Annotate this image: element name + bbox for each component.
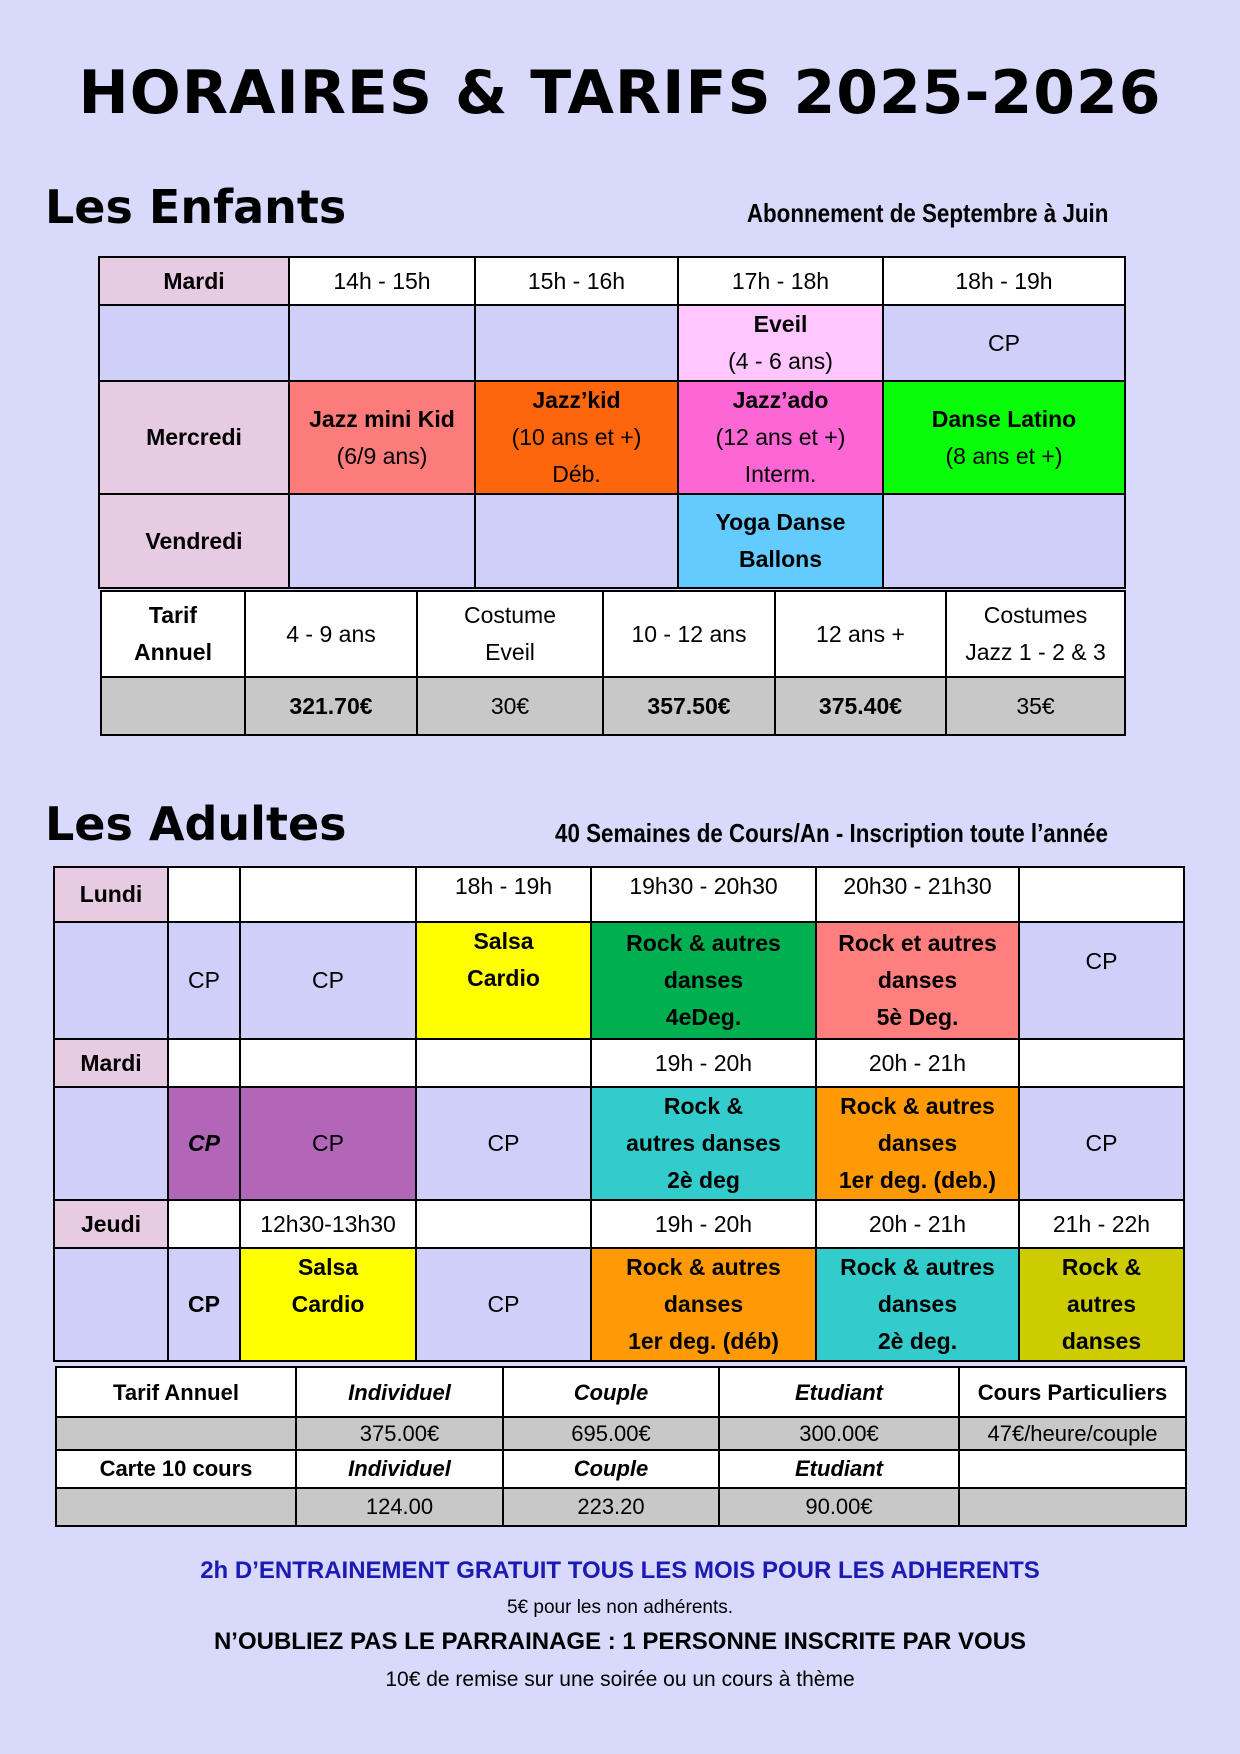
label-line: Tarif	[148, 602, 198, 628]
course-name: Jazz’ado	[732, 387, 829, 413]
carte-header-individuel: Individuel	[296, 1450, 503, 1488]
course-rock-1er-deg	[591, 1248, 816, 1361]
table-row	[101, 591, 1125, 677]
course-name: danses	[663, 967, 744, 993]
table-row	[99, 257, 1125, 305]
course-name: autres	[1066, 1291, 1137, 1317]
empty-cell	[240, 1039, 416, 1087]
course-level: 1er deg. (deb.)	[838, 1167, 997, 1193]
course-eveil	[678, 305, 883, 381]
course-jazz-kid	[475, 381, 678, 494]
course-name: Danse Latino	[931, 405, 1077, 432]
course-name: danses	[663, 1291, 744, 1317]
time-slot: 20h - 21h	[816, 1200, 1019, 1248]
course-cp: CP	[1019, 922, 1184, 1039]
empty-cell	[475, 494, 678, 588]
time-slot: 18h - 19h	[883, 257, 1125, 305]
day-mercredi: Mercredi	[99, 381, 289, 494]
table-row	[56, 1450, 1186, 1488]
tarif-annuel-label	[101, 591, 245, 677]
table-row	[54, 1248, 1184, 1361]
course-age: (4 - 6 ans)	[728, 348, 833, 374]
label-line: Costumes	[983, 602, 1088, 628]
course-name: Salsa	[473, 928, 534, 954]
course-name: Rock & autres	[626, 1254, 781, 1280]
course-salsa-cardio	[416, 922, 591, 1039]
course-cp: CP	[883, 305, 1125, 381]
time-slot: 17h - 18h	[678, 257, 883, 305]
time-slot: 21h - 22h	[1019, 1200, 1184, 1248]
course-level: 2è deg.	[877, 1328, 958, 1354]
tarif-header-particuliers: Cours Particuliers	[959, 1367, 1186, 1417]
enfants-heading: Les Enfants	[45, 180, 347, 234]
label-line: Annuel	[134, 639, 212, 665]
table-row	[56, 1417, 1186, 1450]
empty-cell	[101, 677, 245, 735]
day-mardi: Mardi	[99, 257, 289, 305]
tarif-header-10-12: 10 - 12 ans	[603, 591, 775, 677]
table-row	[54, 922, 1184, 1039]
course-name: Jazz mini Kid	[309, 405, 455, 432]
empty-cell	[99, 305, 289, 381]
tarif-header-etudiant: Etudiant	[719, 1367, 959, 1417]
course-name: Rock & autres	[626, 930, 781, 956]
course-name: Eveil	[753, 311, 808, 337]
course-yoga-danse-ballons	[678, 494, 883, 588]
enfants-tarif-table	[100, 590, 1126, 736]
table-row	[54, 1200, 1184, 1248]
time-slot: 20h - 21h	[816, 1039, 1019, 1087]
day-mardi: Mardi	[54, 1039, 168, 1087]
course-age: (8 ans et +)	[945, 442, 1063, 469]
course-jazz-ado	[678, 381, 883, 494]
enfants-subtitle: Abonnement de Septembre à Juin	[746, 198, 1108, 228]
course-name: Cardio	[291, 1291, 365, 1317]
empty-cell	[475, 305, 678, 381]
empty-cell	[1019, 1039, 1184, 1087]
time-slot: 19h - 20h	[591, 1200, 816, 1248]
tarif-header-costume-eveil	[417, 591, 603, 677]
course-age: (10 ans et +)	[511, 424, 642, 450]
course-name: autres danses	[626, 1130, 781, 1156]
course-level: Interm.	[744, 461, 817, 487]
price-particuliers: 47€/heure/couple	[959, 1417, 1186, 1450]
course-age: (12 ans et +)	[715, 424, 846, 450]
empty-cell	[168, 1200, 240, 1248]
course-name: Jazz’kid	[532, 387, 621, 413]
empty-cell	[883, 494, 1125, 588]
empty-cell	[54, 922, 168, 1039]
course-name: Salsa	[297, 1254, 359, 1280]
course-name: Rock & autres	[840, 1254, 995, 1280]
table-row	[56, 1488, 1186, 1526]
course-cp: CP	[240, 922, 416, 1039]
empty-cell	[416, 1200, 591, 1248]
adultes-schedule-table	[53, 866, 1185, 1362]
course-level: 2è deg	[667, 1167, 740, 1193]
course-name: danses	[1061, 1328, 1142, 1354]
course-name: Rock &	[1061, 1254, 1142, 1280]
footer-parrainage-notice: N’OUBLIEZ PAS LE PARRAINAGE : 1 PERSONNE INSCRITE PAR VOUS	[213, 1628, 1027, 1655]
price-costumes-jazz: 35€	[946, 677, 1125, 735]
table-row	[99, 305, 1125, 381]
carte-10-label: Carte 10 cours	[56, 1450, 296, 1488]
price-etudiant: 300.00€	[719, 1417, 959, 1450]
course-name: Rock & autres	[840, 1093, 995, 1119]
empty-cell	[289, 305, 475, 381]
empty-cell	[54, 1248, 168, 1361]
footer-remise: 10€ de remise sur une soirée ou un cours à thème	[385, 1668, 855, 1691]
tarif-header-costumes-jazz	[946, 591, 1125, 677]
course-name: Yoga Danse	[715, 509, 846, 535]
enfants-schedule-table	[98, 256, 1126, 589]
course-danse-latino	[883, 381, 1125, 494]
table-row	[54, 867, 1184, 922]
carte-price-couple: 223.20	[503, 1488, 719, 1526]
time-slot: 15h - 16h	[475, 257, 678, 305]
price-couple: 695.00€	[503, 1417, 719, 1450]
page-title: HORAIRES & TARIFS 2025-2026	[78, 58, 1162, 128]
empty-cell	[54, 1087, 168, 1200]
course-jazz-mini-kid	[289, 381, 475, 494]
empty-cell	[56, 1417, 296, 1450]
carte-price-etudiant: 90.00€	[719, 1488, 959, 1526]
time-slot: 12h30-13h30	[240, 1200, 416, 1248]
tarif-header-4-9: 4 - 9 ans	[245, 591, 417, 677]
day-vendredi: Vendredi	[99, 494, 289, 588]
course-name: Cardio	[467, 965, 540, 991]
course-cp: CP	[240, 1087, 416, 1200]
price-costume-eveil: 30€	[417, 677, 603, 735]
adultes-heading: Les Adultes	[45, 797, 347, 851]
empty-cell	[959, 1488, 1186, 1526]
day-jeudi: Jeudi	[54, 1200, 168, 1248]
price-4-9: 321.70€	[245, 677, 417, 735]
course-age: (6/9 ans)	[336, 442, 428, 469]
course-rock-4e-deg	[591, 922, 816, 1039]
day-lundi: Lundi	[54, 867, 168, 922]
empty-cell	[289, 494, 475, 588]
course-name: danses	[877, 1291, 958, 1317]
course-name: danses	[877, 1130, 958, 1156]
course-cp: CP	[168, 1087, 240, 1200]
adultes-tarif-table	[55, 1366, 1187, 1527]
table-row	[99, 381, 1125, 494]
tarif-header-couple: Couple	[503, 1367, 719, 1417]
footer-entrainement-notice: 2h D’ENTRAINEMENT GRATUIT TOUS LES MOIS POUR LES ADHERENTS	[200, 1557, 1040, 1584]
course-name: Ballons	[738, 546, 823, 572]
time-slot: 19h - 20h	[591, 1039, 816, 1087]
course-cp: CP	[168, 1248, 240, 1361]
course-name: Rock &	[663, 1093, 744, 1119]
time-slot: 20h30 - 21h30	[816, 867, 1019, 922]
empty-cell	[56, 1488, 296, 1526]
adultes-subtitle: 40 Semaines de Cours/An - Inscription toute l’année	[555, 818, 1108, 848]
carte-header-couple: Couple	[503, 1450, 719, 1488]
empty-cell	[240, 867, 416, 922]
time-slot: 19h30 - 20h30	[591, 867, 816, 922]
empty-cell	[168, 1039, 240, 1087]
label-line: Jazz 1 - 2 & 3	[965, 639, 1106, 665]
tarif-annuel-label: Tarif Annuel	[56, 1367, 296, 1417]
label-line: Costume	[463, 602, 557, 628]
time-slot: 14h - 15h	[289, 257, 475, 305]
empty-cell	[1019, 867, 1184, 922]
course-level: Déb.	[552, 461, 601, 487]
course-cp: CP	[416, 1248, 591, 1361]
label-line: Eveil	[485, 639, 535, 665]
empty-cell	[959, 1450, 1186, 1488]
carte-header-etudiant: Etudiant	[719, 1450, 959, 1488]
tarif-header-individuel: Individuel	[296, 1367, 503, 1417]
table-row	[99, 494, 1125, 588]
course-salsa-cardio	[240, 1248, 416, 1361]
table-row	[54, 1039, 1184, 1087]
empty-cell	[416, 1039, 591, 1087]
course-rock-1er-deg	[816, 1087, 1019, 1200]
course-level: 1er deg. (déb)	[628, 1328, 779, 1354]
table-row	[56, 1367, 1186, 1417]
course-rock-2e-deg	[591, 1087, 816, 1200]
course-name: danses	[877, 967, 958, 993]
course-rock-autres-danses	[1019, 1248, 1184, 1361]
price-individuel: 375.00€	[296, 1417, 503, 1450]
course-cp: CP	[416, 1087, 591, 1200]
course-level: 5è Deg.	[876, 1004, 959, 1030]
course-cp: CP	[168, 922, 240, 1039]
course-name: Rock et autres	[838, 930, 997, 956]
course-rock-2e-deg	[816, 1248, 1019, 1361]
footer-non-adherents: 5€ pour les non adhérents.	[506, 1597, 734, 1618]
empty-cell	[168, 867, 240, 922]
tarif-header-12plus: 12 ans +	[775, 591, 946, 677]
table-row	[54, 1087, 1184, 1200]
course-level: 4eDeg.	[665, 1004, 742, 1030]
time-slot: 18h - 19h	[416, 867, 591, 922]
course-cp: CP	[1019, 1087, 1184, 1200]
price-12plus: 375.40€	[775, 677, 946, 735]
course-rock-5e-deg	[816, 922, 1019, 1039]
carte-price-individuel: 124.00	[296, 1488, 503, 1526]
table-row	[101, 677, 1125, 735]
price-10-12: 357.50€	[603, 677, 775, 735]
